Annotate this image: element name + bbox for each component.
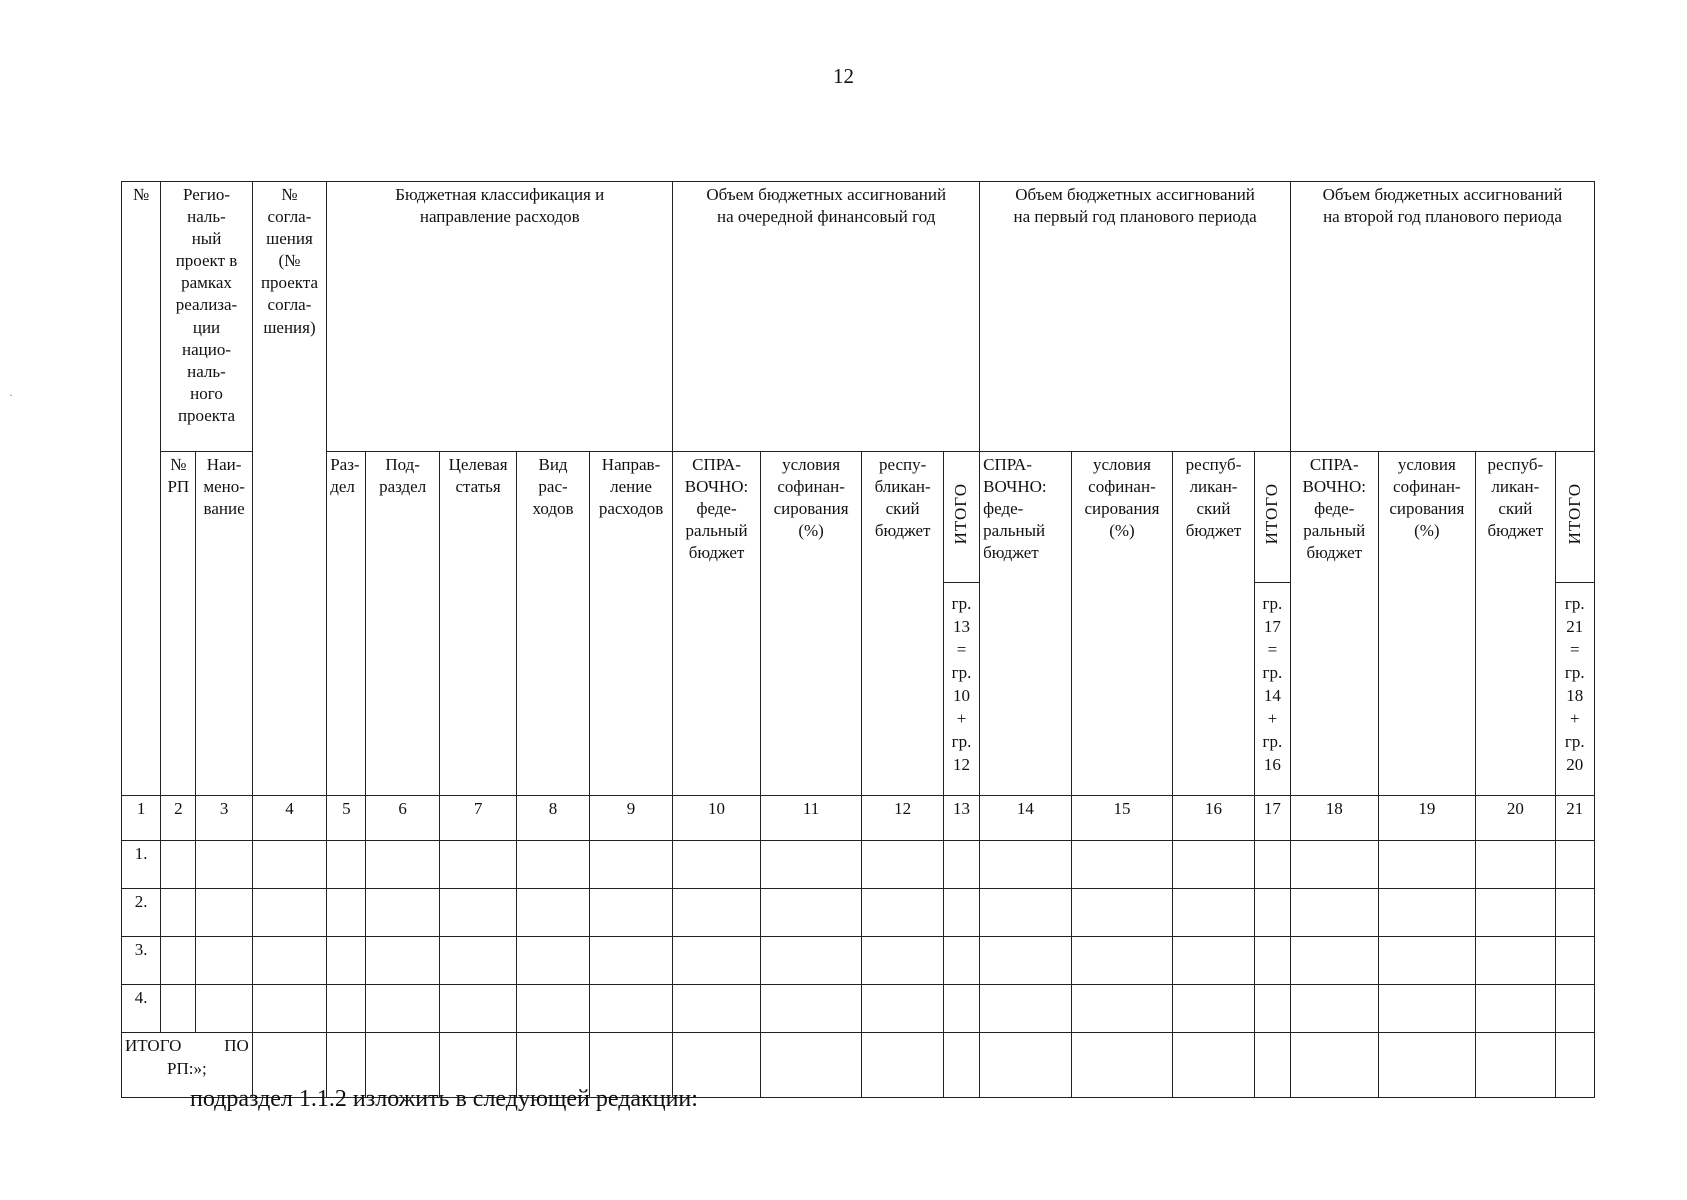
column-number: 12 <box>862 796 943 841</box>
column-number: 4 <box>252 796 326 841</box>
header-federal-ref-18: СПРА- ВОЧНО: феде- ральный бюджет <box>1291 452 1379 796</box>
header-itogo-13: ИТОГО <box>943 452 979 583</box>
column-number: 17 <box>1254 796 1290 841</box>
column-number: 5 <box>327 796 366 841</box>
column-number: 6 <box>366 796 439 841</box>
formula-col-17: гр. 17 = гр. 14 + гр. 16 <box>1254 583 1290 796</box>
header-budget-classification: Бюджетная классификация и направление расходов <box>327 182 673 452</box>
row-number: 3. <box>122 937 161 985</box>
column-number: 16 <box>1173 796 1254 841</box>
header-target-article: Целевая статья <box>439 452 516 796</box>
header-cofinancing-11: условия софинан- сирования (%) <box>760 452 862 796</box>
header-agreement: № согла- шения (№ проекта согла- шения) <box>252 182 326 796</box>
header-republican-16: респуб- ликан- ский бюджет <box>1173 452 1254 796</box>
column-number: 14 <box>980 796 1072 841</box>
column-number: 20 <box>1476 796 1555 841</box>
table-row <box>122 985 1595 1033</box>
row-number: 2. <box>122 889 161 937</box>
column-number: 2 <box>161 796 196 841</box>
column-number: 19 <box>1378 796 1476 841</box>
formula-col-21: гр. 21 = гр. 18 + гр. 20 <box>1555 583 1594 796</box>
header-cofinancing-15: условия софинан- сирования (%) <box>1071 452 1173 796</box>
total-label-right: ПО <box>224 1036 249 1055</box>
header-year-current: Объем бюджетных ассигнований на очередной финансовый год <box>673 182 980 452</box>
header-year-first: Объем бюджетных ассигнований на первый год планового периода <box>980 182 1291 452</box>
column-number: 7 <box>439 796 516 841</box>
header-expense-type: Вид рас- ходов <box>517 452 589 796</box>
formula-col-13: гр. 13 = гр. 10 + гр. 12 <box>943 583 979 796</box>
page-number: 12 <box>833 64 854 88</box>
header-num: № <box>122 182 161 796</box>
table-row <box>122 889 1595 937</box>
header-itogo-21: ИТОГО <box>1555 452 1594 583</box>
budget-allocation-table <box>121 181 1595 1098</box>
column-number: 9 <box>589 796 673 841</box>
header-rp-num: № РП <box>161 452 196 796</box>
header-year-second: Объем бюджетных ассигнований на второй год планового периода <box>1291 182 1595 452</box>
total-label-left: ИТОГО <box>125 1036 182 1055</box>
header-subsection: Под- раздел <box>366 452 439 796</box>
header-federal-ref-14: СПРА- ВОЧНО: феде- ральный бюджет <box>980 452 1072 796</box>
header-expense-direction: Направ- ление расходов <box>589 452 673 796</box>
column-number: 11 <box>760 796 862 841</box>
header-republican-20: респуб- ликан- ский бюджет <box>1476 452 1555 796</box>
header-republican-12: респу- бликан- ский бюджет <box>862 452 943 796</box>
header-section: Раз- дел <box>327 452 366 796</box>
column-number: 18 <box>1291 796 1379 841</box>
column-number: 3 <box>196 796 252 841</box>
column-number: 8 <box>517 796 589 841</box>
header-federal-ref-10: СПРА- ВОЧНО: феде- ральный бюджет <box>673 452 761 796</box>
header-rp-name: Наи- мено- вание <box>196 452 252 796</box>
table-row <box>122 841 1595 889</box>
header-regional-project: Регио- наль- ный проект в рамках реализа- ции нацио- наль- ного проекта <box>161 182 253 452</box>
column-number: 1 <box>122 796 161 841</box>
column-number: 13 <box>943 796 979 841</box>
scan-artifact-dot: · <box>9 388 13 402</box>
column-number-row <box>122 796 1595 841</box>
total-label-line2: РП:»; <box>167 1058 207 1078</box>
table-row <box>122 937 1595 985</box>
column-number: 10 <box>673 796 761 841</box>
column-number: 15 <box>1071 796 1173 841</box>
footer-paragraph: подраздел 1.1.2 изложить в следующей редакции: <box>190 1086 698 1112</box>
column-number: 21 <box>1555 796 1594 841</box>
row-number: 4. <box>122 985 161 1033</box>
row-number: 1. <box>122 841 161 889</box>
header-itogo-17: ИТОГО <box>1254 452 1290 583</box>
header-cofinancing-19: условия софинан- сирования (%) <box>1378 452 1476 796</box>
